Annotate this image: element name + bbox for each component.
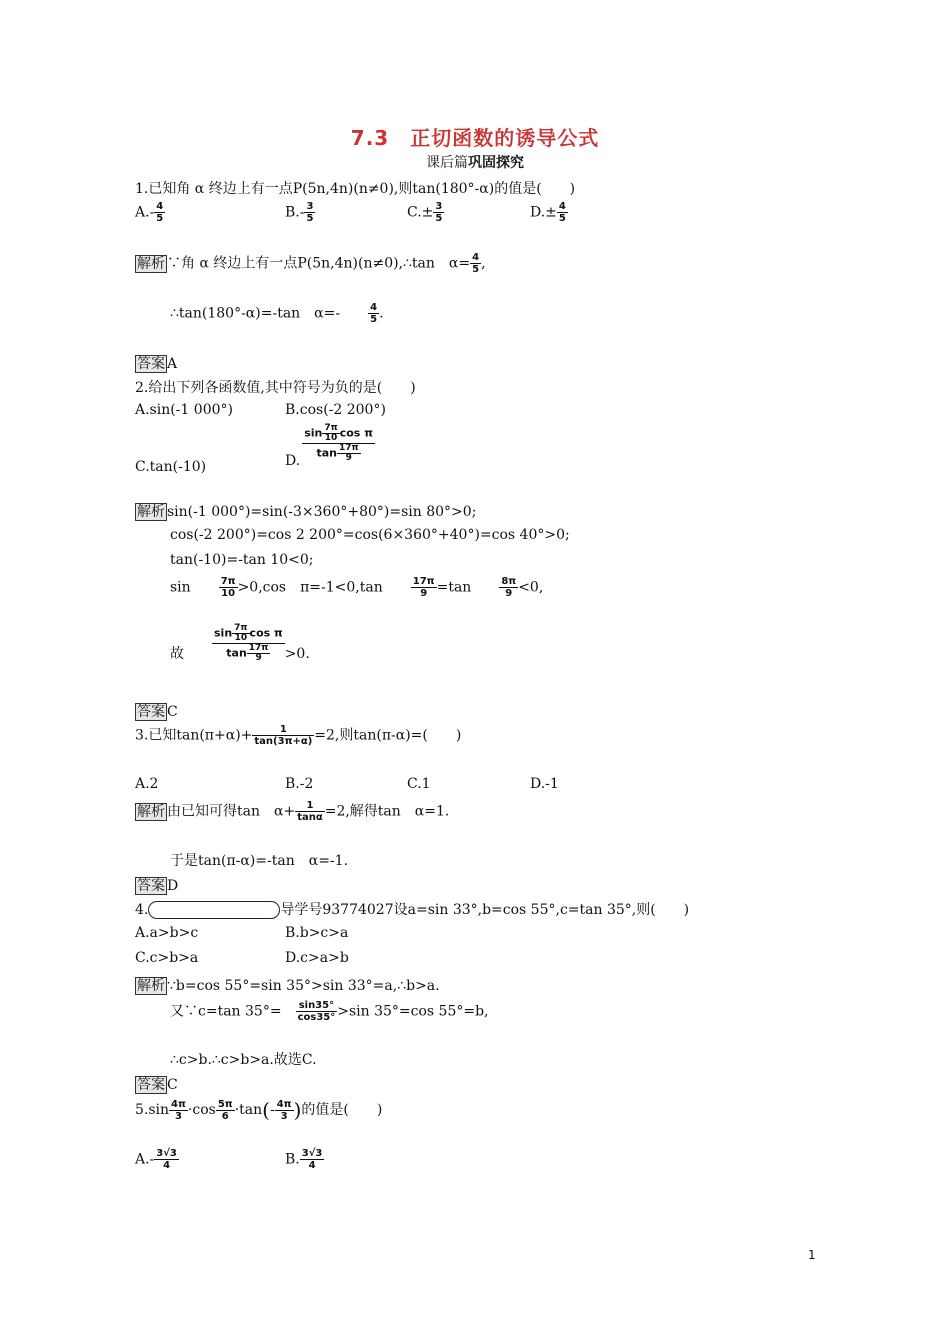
q1-analysis-line1: 解析 ∵角 α 终边上有一点P(5n,4n)(n≠0),∴tan α= $\frac{4}{5}$ , [137,252,486,275]
guide-number-badge [148,901,280,919]
q2-analysis-line5: 故 sin $\frac{7\pi}{10}$ cos π tan $\frac{17\pi}{9}$ >0. [170,623,310,663]
q2-option-d: D. sin $\frac{7\pi}{10}$ cos π tan $\frac{17\pi}{9}$ [285,423,373,469]
analysis-tag: 解析 [137,803,165,820]
q2-stem: 2.给出下列各函数值,其中符号为负的是( ) [135,380,416,396]
q4-option-b: B.b>c>a [285,925,349,941]
q4-stem: 4. 导学号93774027设a=sin 33°,b=cos 55°,c=tan 35°,则( ) [135,902,690,918]
page-number: 1 [808,1248,816,1262]
q4-analysis-line2: 又∵c=tan 35°= $\frac{\sin 35^\circ}{\cos 35^\circ}$ >sin 35°=cos 55°=b, [170,1000,489,1023]
q3-option-c: C.1 [407,776,431,792]
q3-option-d: D.-1 [530,776,559,792]
q1-answer: 答案 A [137,356,178,372]
q2-option-a: A.sin(-1 000°) [135,402,233,418]
answer-tag: 答案 [137,878,165,894]
q1-option-a: A.- $\frac{4}{5}$ [135,201,164,224]
analysis-tag: 解析 [137,504,165,520]
q4-analysis-line3: ∴c>b.∴c>b>a.故选C. [170,1052,317,1068]
q5-option-b: B. $\frac{3√3}{4}$ [285,1148,323,1171]
q2-option-c: C.tan(-10) [135,459,207,475]
q2-option-b: B.cos(-2 200°) [285,402,386,418]
q3-option-a: A.2 [135,776,159,792]
q4-answer: 答案 C [137,1077,178,1093]
q3-answer: 答案 D [137,878,179,894]
q3-analysis-line2: 于是tan(π-α)=-tan α=-1. [170,853,349,869]
q4-analysis-line1: 解析 ∵b=cos 55°=sin 35°>sin 33°=a,∴b>a. [137,978,440,994]
answer-tag: 答案 [137,356,165,372]
q1-option-c: C.± $\frac{3}{5}$ [407,201,443,224]
answer-tag: 答案 [137,704,165,720]
q2-analysis-line3: tan(-10)=-tan 10<0; [170,552,314,568]
q5-option-a: A.- $\frac{3√3}{4}$ [135,1148,177,1171]
section-subtitle: 课后篇巩固探究 [426,155,524,171]
q2-analysis-line1: 解析 sin(-1 000°)=sin(-3×360°+80°)=sin 80°>0; [137,504,477,520]
q2-answer: 答案 C [137,704,178,720]
q5-stem: 5.sin $\frac{4\pi}{3}$ ·cos $\frac{5\pi}{6}$ ·tan(- $\frac{4\pi}{3}$ )的值是( ) [135,1098,383,1122]
q1-option-d: D.± $\frac{4}{5}$ [530,201,566,224]
q3-stem: 3.已知tan(π+α)+ $\frac{1}{\tan(3\pi+\alpha)}$ =2,则tan(π-α)=( ) [135,724,462,747]
analysis-tag: 解析 [137,978,165,994]
q2-analysis-line4: sin $\frac{7\pi}{10}$ >0,cos π=-1<0,tan $\frac{17\pi}{9}$ =tan $\frac{8\pi}{9}$ <0, [170,576,544,599]
answer-tag: 答案 [137,1077,165,1093]
q2-analysis-line2: cos(-2 200°)=cos 2 200°=cos(6×360°+40°)=cos 40°>0; [170,527,570,543]
q1-option-b: B.- $\frac{3}{5}$ [285,201,314,224]
analysis-tag: 解析 [137,255,165,272]
q4-option-a: A.a>b>c [135,925,199,941]
q4-option-d: D.c>a>b [285,950,349,966]
q4-option-c: C.c>b>a [135,950,199,966]
q1-analysis-line2: ∴tan(180°-α)=-tan α=- $\frac{4}{5}$ . [170,302,384,325]
q3-analysis-line1: 解析 由已知可得tan α+ $\frac{1}{\tan\alpha}$ =2,解得tan α=1. [137,800,450,823]
page-title: 7.3 正切函数的诱导公式 [350,126,600,150]
q1-stem: 1.已知角 α 终边上有一点P(5n,4n)(n≠0),则tan(180°-α)的值是( ) [135,181,576,197]
q3-option-b: B.-2 [285,776,314,792]
